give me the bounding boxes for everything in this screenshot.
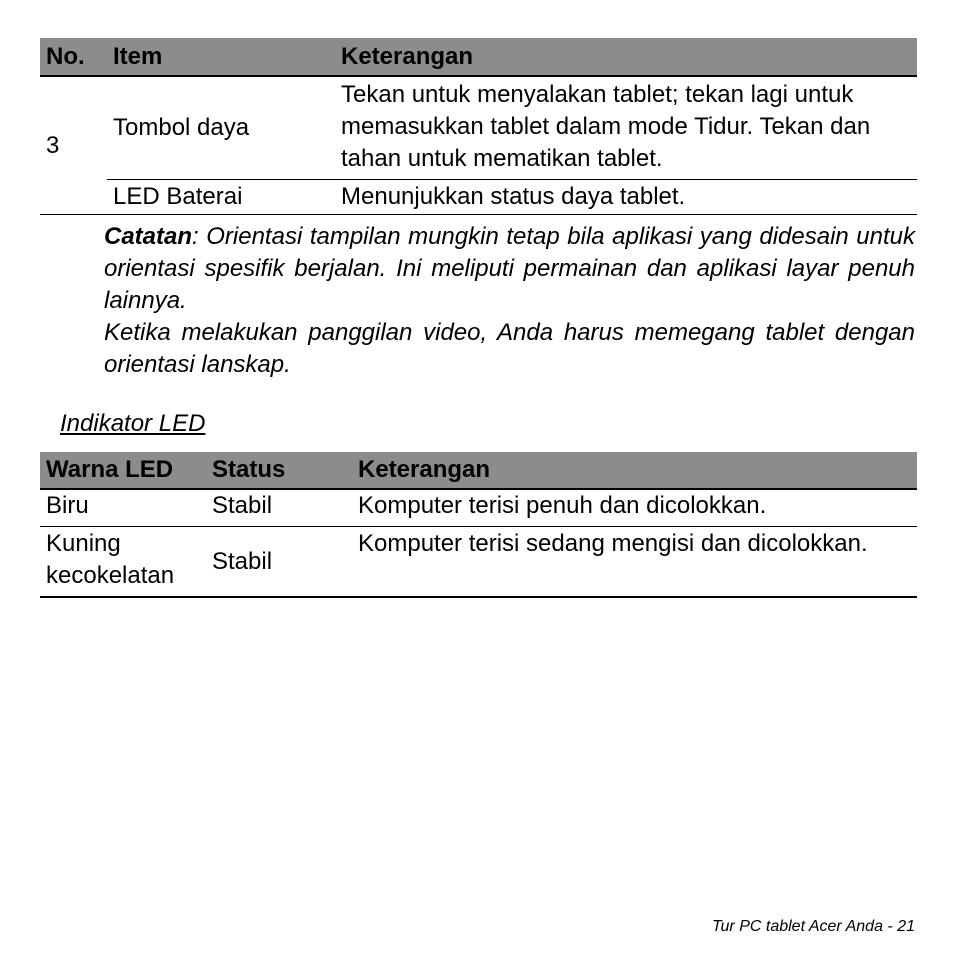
header-keterangan: Keterangan [335, 38, 917, 76]
item-name: LED Baterai [107, 180, 335, 215]
led-description: Komputer terisi penuh dan dicolokkan. [352, 489, 917, 527]
note-text: : Orientasi tampilan mungkin tetap bila aplikasi yang didesain untuk orientasi spesifik berjalan. Ini meliputi permainan dan aplikasi layar penuh lainnya. [104, 223, 915, 314]
table-row [40, 527, 917, 598]
header-status: Status [206, 452, 352, 489]
header-no: No. [40, 38, 107, 76]
table-row [40, 76, 917, 180]
header-keterangan: Keterangan [352, 452, 917, 489]
buttons-table [40, 38, 917, 215]
led-status: Stabil [206, 489, 352, 527]
page-footer: Tur PC tablet Acer Anda - 21 [711, 918, 915, 935]
note-label: Catatan [104, 223, 193, 250]
header-warna-led: Warna LED [40, 452, 206, 489]
item-name: Tombol daya [113, 114, 250, 141]
item-description: Tekan untuk menyalakan tablet; tekan lagi untuk memasukkan tablet dalam mode Tidur. Tekan dan tahan untuk mematikan tablet. [341, 81, 871, 172]
led-description: Komputer terisi sedang mengisi dan dicolokkan. [352, 527, 917, 598]
row-number: 3 [40, 76, 107, 215]
table-header-row [40, 38, 917, 76]
led-color: Kuning kecokelatan [40, 527, 206, 598]
led-color: Biru [40, 489, 206, 527]
section-heading: Indikator LED [60, 410, 206, 437]
item-description: Menunjukkan status daya tablet. [335, 180, 917, 215]
note-paragraph-2: Ketika melakukan panggilan video, Anda harus memegang tablet dengan orientasi lanskap. [104, 319, 915, 378]
note-paragraph-1 [104, 221, 915, 317]
header-item: Item [107, 38, 335, 76]
led-status: Stabil [206, 527, 352, 598]
table-row [40, 180, 917, 215]
table-row [40, 489, 917, 527]
table-header-row [40, 452, 917, 489]
note-block [104, 221, 915, 381]
led-table [40, 452, 917, 598]
